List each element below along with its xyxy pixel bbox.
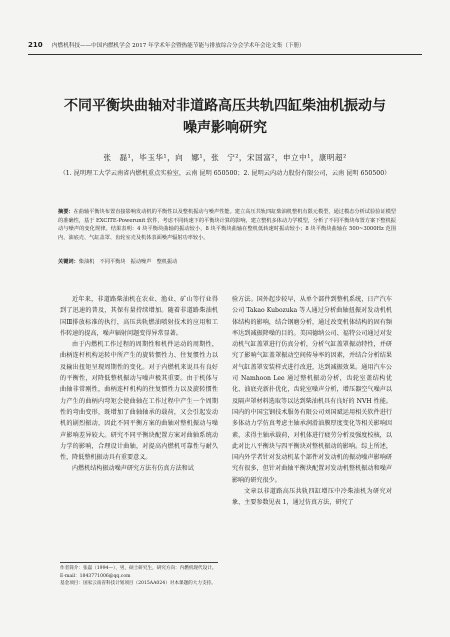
footnote-funding: 基金项目：国家云南省科技计划项目（2015AA024）对本课题的大力支持。 [60,581,216,587]
affiliation: （1. 昆明理工大学云南省内燃机重点实验室，云南 昆明 650500；2. 昆明云内动力股份有限公司，云南 昆明 650500） [59,170,391,177]
paper-title-line-1: 不同平衡块曲轴对非道路高压共轨四缸柴油机振动与 [64,98,386,114]
author-list: 张 磊¹，毕玉华¹，向 娜¹，张 宁²，宋国富²，申立中¹，康明超² [103,153,347,162]
running-header [28,40,422,55]
paragraph: 内燃机结构振动噪声研究方法有仿真方法和试 [72,465,194,473]
paragraph: 验方法。国外起步较早，从单个部件到整机系统，日产汽车公司 Takao Kubozuka 等人通过分析曲轴扭振对发动机机体结构的影响，结合钢磨分析，通过改变机体结构的固有频率达到减振降噪的目的。美国德纳公司、福特公司通过对发动机气缸盖罩进行仿真分析，分析气缸盖罩振动特性，并研究了影响气缸盖罩振动空间传导率的因素，并结合分析结果对气缸盖罩安装样式进行改进，达到减振效果。通用汽车公司 Namhoon Lee 通过整机振动分析，齿轮室盖结构优化、油底壳新扑优化，齿轮室噪声分析，增压器空气噪声以及隔声罩材料选取等以达到柴油机具有良好的 NVH 性能。国内的中国宝钢技术服务有限公司刘国斌运用相关软件进行多体动力学仿真考虑主轴承润滑油膜厚度变化等相关影响因素，求得主轴承载荷，对机体进行疲劳分析及强度校核，以此对比八平衡块与四平衡块对整机振动的影响。综上所述，国内外学者针对发动机某个部件对发动机的振动噪声影响研究有很多，但针对曲轴平衡块配置对发动机整机振动和噪声影响的研究很少。 [232,296,392,484]
abstract [58,208,396,242]
abstract-text: 在曲轴平衡块布置直接影响发动机的平衡性以及整机振动与噪声性能。建立高压共轨四缸柴油机整机有限元模型，通过模态分析试验验证模型的准确性，基于 EXCITE-Powerunit 软件，考虑不同转速下的平衡块计算的影响，建立整机多体动力学模型，分析了不同平衡块布置方案下整机振动与噪声的变化规律。结果表明：4 块平衡块曲轴的振动较小，8 块平衡块曲轴在整机低转速时振动较小；8 块平衡块曲轴在 500~3000Hz 范围内，油底壳、气缸盖罩、齿轮室壳及机体表面噪声辐射功率较小。 [58,209,396,241]
footnote [60,562,218,588]
footnote-author-info: 作者简介：张磊（1994—），男，硕士研究生，研究方向：内燃机现代设计。 [60,566,217,571]
body-column-left [60,294,218,475]
paper-title [60,95,390,139]
footnote-email: E-mail：1843771006@qq.com [60,573,131,579]
body-column-right [232,294,392,509]
paragraph: 近年来，非道路柴油机在农业、渔业、矿山等行业得到了迅速的普及，其保有量持续增加。随着非道路柴油机国Ⅲ排放标准的执行，高压共轨燃油喷射技术的应用和工作转速的提高，噪声辐射问题变得异常显著。 [60,296,218,337]
keywords-label: 关键词： [58,259,79,265]
paper-title-line-2: 噪声影响研究 [183,120,267,136]
paragraph: 由于内燃机工作过程的周期性和机件运动的周期性，曲柄连杆机构运转中所产生的旋转惯性力、往复惯性力以及输出扭矩呈现周期性的变化。对于内燃机来说具有良好的平衡性，对降低整机振动与噪声极其重要。由于机体与曲轴非常刚性，曲柄连杆机构的往复惯性力以及旋转惯性力产生的曲柄内弯矩会使曲轴在工作过程中产生一个周期性的弯曲变形，既增加了曲轴轴承的载荷，又会引起发动机的剧烈振动，因此不同平衡方案的曲轴对整机振动与噪声影响差异较大。研究不同平衡块配置方案对曲轴系统动力学的影响，合理设计曲轴，对提高内燃机可靠性与耐久性，降低整机振动具有重要意义。 [60,341,218,462]
keywords-text: 柴油机 不同平衡块 振动噪声 整机振动 [78,259,178,265]
page-number: 210 [28,41,43,49]
abstract-label: 摘要： [58,209,74,215]
keywords [58,258,396,266]
paragraph: 文章以非道路高压共轨四缸增压中冷柴油机为研究对象，主要参数见表 1，通过仿真方法，研究了 [232,488,392,507]
running-title: 内燃机科技——中国内燃机学会 2017 年学术年会暨热能节能与排放综合分会学术年会论文集（下册） [52,43,305,49]
